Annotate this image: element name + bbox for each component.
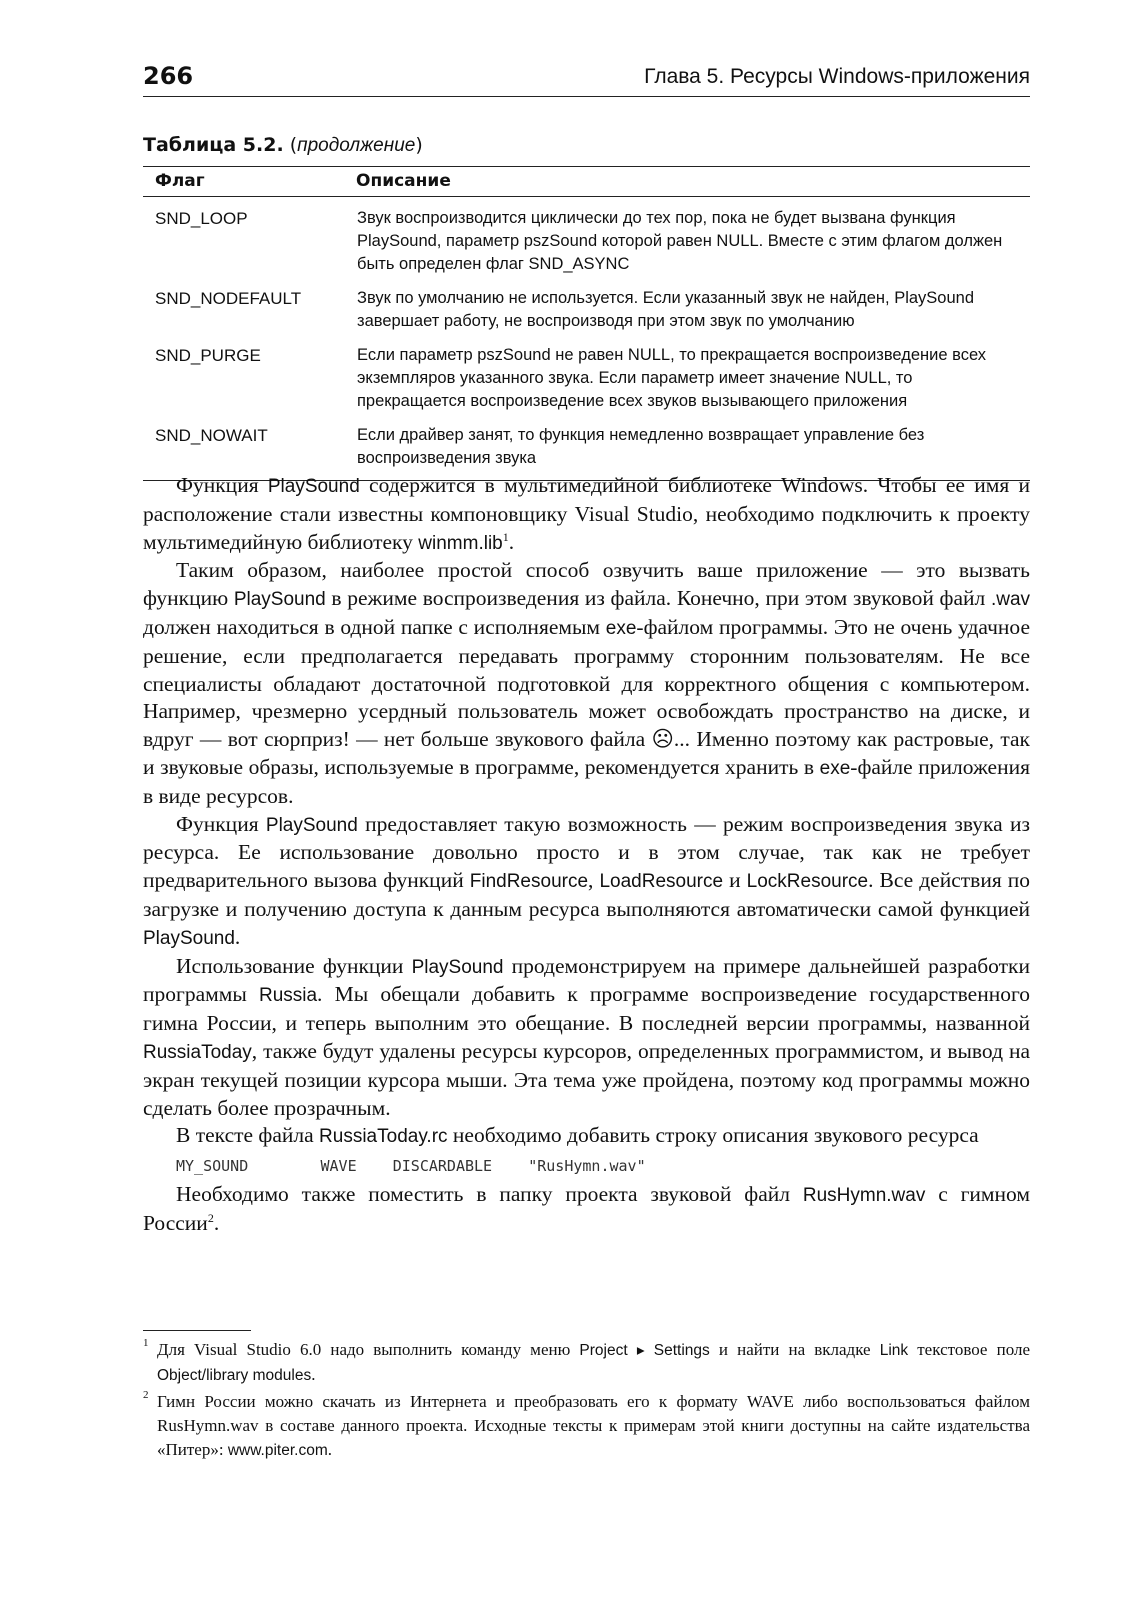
table-row (143, 334, 1030, 414)
table-header-row (143, 167, 1030, 197)
footnote-mark: 2 (143, 1389, 149, 1401)
column-header-flag: Флаг (155, 171, 205, 191)
flags-table (143, 166, 1030, 481)
flag-cell: SND_LOOP (155, 209, 248, 228)
paragraph-6: Необходимо также поместить в папку проекта звуковой файл RusHymn.wav с гимном России$^2$. (143, 1182, 1030, 1235)
flag-cell: SND_PURGE (155, 346, 261, 365)
code-term: FindResource (469, 871, 589, 893)
code-term: Russia (258, 985, 318, 1007)
table-caption: Таблица 5.2. (продолжение) (143, 134, 423, 156)
paragraph-4: Использование функции PlaySound продемонстрируем на примере дальнейшей разработки программы Russia. Мы обещали добавить к программе воспроизведение государственного гимна России, и теперь выполним это обещание. В последней версии программы, названной RussiaToday, также будут удалены ресурсы курсоров, определенных программистом, и вывод на экран текущей позиции курсора мыши. Эта тема уже пройдена, поэтому код программы можно сделать более прозрачным. (143, 953, 1030, 1120)
table-caption-note: продолжение (297, 135, 416, 156)
description-cell: Если драйвер занят, то функция немедленно возвращает управление без воспроизведения звука (357, 426, 925, 467)
page-number: 266 (143, 62, 194, 90)
footnote-1: 1 Для Visual Studio 6.0 надо выполнить команду меню Project ▸ Settings и найти на вкладке Link текстовое поле Object/library modules. (143, 1337, 1030, 1384)
table-row (143, 197, 1030, 278)
code-sample: MY_SOUND WAVE DISCARDABLE "RusHymn.wav" (176, 1157, 646, 1176)
paragraph-5: В тексте файла RussiaToday.rc необходимо добавить строку описания звукового ресурса (176, 1123, 979, 1148)
website-link: www.piter.com (227, 1442, 328, 1459)
description-cell: Звук воспроизводится циклически до тех пор, пока не будет вызвана функция PlaySound, параметр pszSound которой равен NULL. Вместе с этим флагом должен быть определен флаг SND_ASYNC (357, 209, 1003, 273)
footnote-mark: 1 (143, 1337, 149, 1349)
column-header-description: Описание (356, 171, 451, 191)
code-term: .wav (990, 589, 1031, 611)
page-header (143, 62, 1030, 97)
description-cell: Если параметр pszSound не равен NULL, то прекращается воспроизведение всех экземпляров указанного звука. Если параметр имеет значение NULL, то прекращается воспроизведение всех звуков вызывающего приложения (357, 346, 987, 410)
code-term: RussiaToday (143, 1041, 252, 1063)
paragraph-2: Таким образом, наиболее простой способ озвучить ваше приложение — это вызвать функцию PlaySound в режиме воспроизведения из файла. Конечно, при этом звуковой файл .wav должен находиться в одной папке с исполняемым exe-файлом программы. Это не очень удачное решение, если предполагается передавать программу сторонним пользователям. Не все специалисты обладают достаточной подготовкой для корректного общения с компьютером. Например, чрезмерно усердный пользователь может освобождать пространство на диске, и вдруг — вот сюрприз! — нет больше звукового файла ☹... Именно поэтому как растровые, так и звуковые образы, используемые в программе, рекомендуется хранить в exe-файле приложения в виде ресурсов. (143, 558, 1031, 808)
paragraph-1: Функция PlaySound содержится в мультимедийной библиотеке Windows. Чтобы ее имя и расположение стали известны компоновщику Visual Studio, необходимо подключить к проекту мультимедийную библиотеку winmm.lib$^1$. (143, 473, 1030, 554)
table-row (143, 277, 1030, 334)
table-row (143, 414, 1030, 481)
footnote-2: 2 Гимн России можно скачать из Интернета и преобразовать его к формату WAVE либо воспользоваться файлом RusHymn.wav в составе данного проекта. Исходные тексты к примерам этой книги доступны на сайте издательства «Питер»: www.piter.com. (143, 1389, 1030, 1459)
code-term: Link (879, 1342, 909, 1359)
flag-cell: SND_NODEFAULT (155, 289, 302, 308)
flag-cell: SND_NOWAIT (155, 426, 268, 445)
code-term: LoadResource (599, 871, 724, 893)
code-term: LockResource (746, 871, 869, 893)
code-term: PlaySound (411, 956, 504, 978)
code-term: winmm.lib (418, 532, 503, 554)
table-caption-label: Таблица 5.2. (143, 134, 284, 156)
code-term: PlaySound (233, 589, 326, 611)
description-cell: Звук по умолчанию не используется. Если указанный звук не найден, PlaySound завершает работу, не воспроизводя при этом звук по умолчанию (357, 289, 975, 330)
code-term: Object/library modules (157, 1367, 312, 1384)
code-term: RussiaToday.rc (319, 1126, 448, 1148)
code-term: PlaySound (143, 927, 235, 949)
footnote-divider (143, 1330, 251, 1331)
code-term: RusHymn.wav (802, 1185, 926, 1207)
code-term: exe (605, 617, 637, 639)
code-term: exe (819, 757, 851, 779)
code-term: PlaySound (265, 814, 358, 836)
footnote-ref: 1 (502, 529, 509, 544)
menu-path: Project ▸ Settings (579, 1342, 710, 1359)
footnote-ref: 2 (207, 1210, 214, 1225)
body-text (143, 472, 1030, 1238)
code-term: PlaySound (267, 476, 360, 497)
chapter-title: Глава 5. Ресурсы Windows-приложения (644, 65, 1030, 88)
paragraph-3: Функция PlaySound предоставляет такую возможность — режим воспроизведения звука из ресурса. Ее использование довольно просто и в этом случае, так как не требует предварительного вызова функций FindResource, LoadResource и LockResource. Все действия по загрузке и получению доступа к данным ресурса выполняются автоматически самой функцией PlaySound. (143, 811, 1031, 949)
footnotes (143, 1338, 1030, 1465)
